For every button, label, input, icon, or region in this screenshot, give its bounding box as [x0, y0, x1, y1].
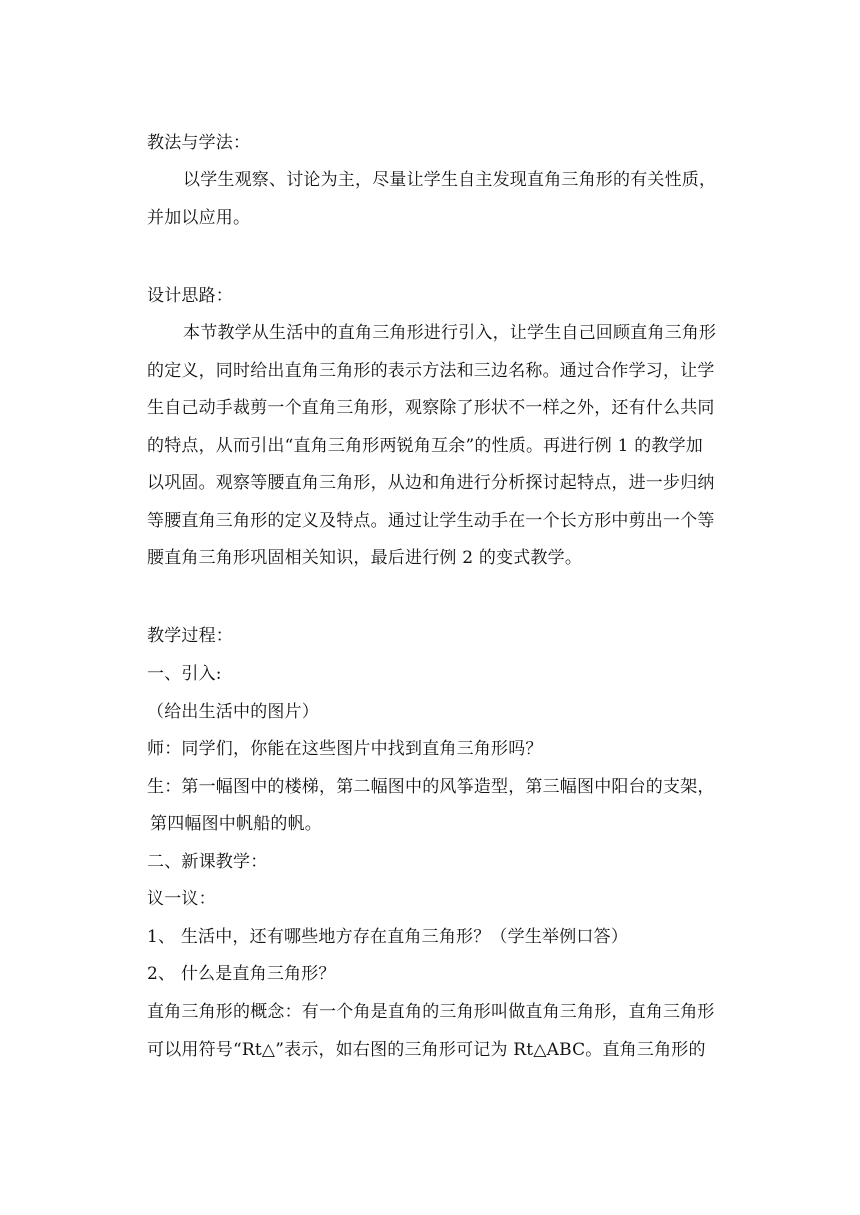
design-line-7: 腰直角三角形巩固相关知识，最后进行例 2 的变式教学。 [147, 548, 583, 568]
methods-paragraph-line-1: 以学生观察、讨论为主，尽量让学生自主发现直角三角形的有关性质， [183, 170, 717, 190]
design-line-4: 的特点，从而引出“直角三角形两锐角互余”的性质。再进行例 1 的教学加 [147, 436, 704, 456]
methods-paragraph-line-2: 并加以应用。 [147, 208, 251, 228]
design-heading: 设计思路： [147, 286, 233, 306]
question-2: 2、 什么是直角三角形？ [147, 964, 336, 984]
design-line-2: 的定义，同时给出直角三角形的表示方法和三边名称。通过合作学习，让学 [147, 361, 715, 381]
new-lesson-heading: 二、新课教学： [147, 852, 268, 872]
teacher-question: 师：同学们，你能在这些图片中找到直角三角形吗？ [147, 739, 543, 759]
process-heading: 教学过程： [147, 626, 233, 646]
intro-heading: 一、引入: [147, 664, 222, 684]
design-line-3: 生自己动手裁剪一个直角三角形，观察除了形状不一样之外，还有什么共同 [147, 398, 715, 418]
intro-note: （给出生活中的图片） [147, 702, 319, 722]
concept-line-1: 直角三角形的概念：有一个角是直角的三角形叫做直角三角形，直角三角形 [147, 1002, 715, 1022]
design-line-6: 等腰直角三角形的定义及特点。通过让学生动手在一个长方形中剪出一个等 [147, 511, 715, 531]
discuss-heading: 议一议： [147, 889, 216, 909]
student-answer-line-1: 生：第一幅图中的楼梯，第二幅图中的风筝造型，第三幅图中阳台的支架， [147, 777, 715, 797]
design-line-5: 以巩固。观察等腰直角三角形，从边和角进行分析探讨起特点，进一步归纳 [147, 473, 715, 493]
concept-line-2: 可以用符号“Rt△”表示，如右图的三角形可记为 Rt△ABC。直角三角形的 [147, 1040, 706, 1060]
design-line-1: 本节教学从生活中的直角三角形进行引入，让学生自己回顾直角三角形 [183, 323, 717, 343]
methods-heading: 教法与学法： [147, 133, 251, 153]
student-answer-line-2: 第四幅图中帆船的帆。 [150, 814, 322, 834]
question-1: 1、 生活中，还有哪些地方存在直角三角形？（学生举例口答） [147, 927, 629, 947]
